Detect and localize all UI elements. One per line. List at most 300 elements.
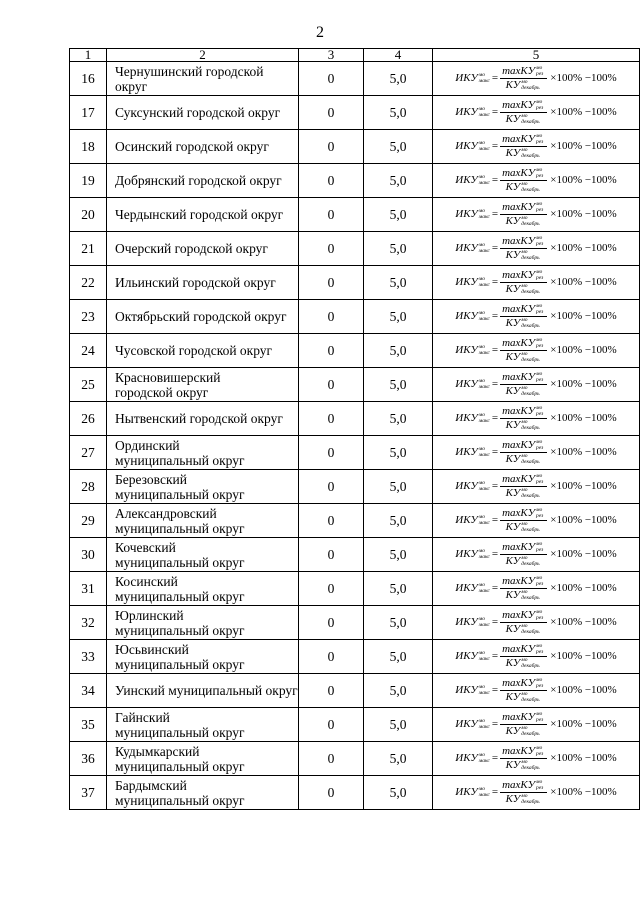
denominator-index bbox=[521, 590, 540, 601]
column-3-value-cell: 0 bbox=[299, 436, 364, 470]
formula-lhs-sub: макс bbox=[478, 655, 490, 662]
numerator-sub: рез bbox=[535, 750, 544, 757]
denominator-sub: декабрь bbox=[521, 628, 540, 635]
column-3-value-cell: 0 bbox=[299, 62, 364, 96]
formula-lhs: ИКУ bbox=[455, 174, 478, 186]
formula-lhs-sup: мо bbox=[478, 548, 486, 554]
fraction-denominator bbox=[506, 419, 542, 431]
numerator-sub: рез bbox=[535, 682, 544, 689]
municipality-name-cell: Чернушинский городской округ bbox=[107, 62, 299, 96]
table-row bbox=[70, 436, 640, 470]
denominator-sub: декабрь bbox=[521, 118, 540, 125]
column-4-value-cell: 5,0 bbox=[364, 402, 433, 436]
numerator-index bbox=[536, 236, 543, 247]
column-3-value-cell: 0 bbox=[299, 334, 364, 368]
fraction-denominator bbox=[506, 453, 542, 465]
formula-lhs: ИКУ bbox=[455, 446, 478, 458]
formula-fraction bbox=[500, 236, 547, 261]
column-3-value-cell: 0 bbox=[299, 368, 364, 402]
numerator-text: maxКУ bbox=[502, 133, 535, 145]
denominator-sup: мо bbox=[521, 453, 528, 459]
formula-lhs-index bbox=[479, 345, 490, 356]
denominator-sub: декабрь bbox=[521, 492, 540, 499]
numerator-index bbox=[536, 678, 543, 689]
numerator-text: maxКУ bbox=[502, 779, 535, 791]
row-number-cell: 19 bbox=[70, 164, 107, 198]
formula-fraction bbox=[500, 576, 547, 601]
formula-fraction bbox=[500, 542, 547, 567]
formula bbox=[433, 372, 639, 397]
formula-cell bbox=[433, 470, 640, 504]
formula-tail: ×100% −100% bbox=[550, 650, 617, 662]
equals-sign: = bbox=[491, 208, 499, 220]
formula-fraction bbox=[500, 270, 547, 295]
numerator-sup: мо bbox=[535, 235, 543, 241]
formula-cell bbox=[433, 504, 640, 538]
formula-lhs-index bbox=[479, 243, 490, 254]
formula-lhs: ИКУ bbox=[455, 684, 478, 696]
row-number-cell: 32 bbox=[70, 606, 107, 640]
denominator-index bbox=[521, 658, 540, 669]
denominator-sub: декабрь bbox=[521, 288, 540, 295]
table-row bbox=[70, 470, 640, 504]
table-row bbox=[70, 368, 640, 402]
formula-cell bbox=[433, 198, 640, 232]
table-row bbox=[70, 572, 640, 606]
table-row bbox=[70, 232, 640, 266]
table-row bbox=[70, 776, 640, 810]
formula-lhs-sub: макс bbox=[478, 77, 490, 84]
formula-lhs-index bbox=[479, 175, 490, 186]
formula bbox=[433, 270, 639, 295]
equals-sign: = bbox=[491, 276, 499, 288]
formula bbox=[433, 610, 639, 635]
formula bbox=[433, 678, 639, 703]
formula-cell bbox=[433, 334, 640, 368]
fraction-numerator bbox=[500, 168, 547, 181]
column-4-value-cell: 5,0 bbox=[364, 164, 433, 198]
municipality-name-cell: Чусовской городской округ bbox=[107, 334, 299, 368]
denominator-sub: декабрь bbox=[521, 526, 540, 533]
column-4-value-cell: 5,0 bbox=[364, 606, 433, 640]
numerator-sub: рез bbox=[535, 580, 544, 587]
denominator-text: КУ bbox=[505, 147, 521, 159]
formula-lhs-sub: макс bbox=[478, 281, 490, 288]
fraction-denominator bbox=[506, 147, 542, 159]
fraction-denominator bbox=[506, 759, 542, 771]
formula-lhs-sup: мо bbox=[478, 446, 486, 452]
formula-fraction bbox=[500, 202, 547, 227]
column-3-value-cell: 0 bbox=[299, 96, 364, 130]
municipality-name-cell: Суксунский городской округ bbox=[107, 96, 299, 130]
denominator-sub: декабрь bbox=[521, 662, 540, 669]
row-number-cell: 24 bbox=[70, 334, 107, 368]
denominator-index bbox=[521, 692, 540, 703]
fraction-denominator bbox=[506, 793, 542, 805]
formula-cell bbox=[433, 62, 640, 96]
formula-lhs-sub: макс bbox=[478, 349, 490, 356]
numerator-sub: рез bbox=[535, 614, 544, 621]
denominator-text: КУ bbox=[505, 215, 521, 227]
municipality-name-cell: Кочевский муниципальный округ bbox=[107, 538, 299, 572]
formula-lhs: ИКУ bbox=[455, 786, 478, 798]
numerator-index bbox=[536, 372, 543, 383]
formula bbox=[433, 304, 639, 329]
equals-sign: = bbox=[491, 752, 499, 764]
denominator-sub: декабрь bbox=[521, 696, 540, 703]
formula-lhs-sub: макс bbox=[478, 111, 490, 118]
formula-lhs: ИКУ bbox=[455, 616, 478, 628]
denominator-sub: декабрь bbox=[521, 560, 540, 567]
equals-sign: = bbox=[491, 242, 499, 254]
equals-sign: = bbox=[491, 616, 499, 628]
formula-cell bbox=[433, 776, 640, 810]
formula-lhs-sub: макс bbox=[478, 383, 490, 390]
fraction-denominator bbox=[506, 521, 542, 533]
formula-lhs-sup: мо bbox=[478, 106, 486, 112]
table-row bbox=[70, 402, 640, 436]
formula-lhs-index bbox=[479, 141, 490, 152]
denominator-index bbox=[521, 114, 540, 125]
formula-tail: ×100% −100% bbox=[550, 378, 617, 390]
denominator-index bbox=[521, 284, 540, 295]
denominator-sup: мо bbox=[521, 725, 528, 731]
column-3-value-cell: 0 bbox=[299, 538, 364, 572]
formula-lhs-index bbox=[479, 583, 490, 594]
denominator-index bbox=[521, 726, 540, 737]
denominator-index bbox=[521, 80, 540, 91]
column-4-value-cell: 5,0 bbox=[364, 334, 433, 368]
formula-tail: ×100% −100% bbox=[550, 106, 617, 118]
table-row bbox=[70, 164, 640, 198]
denominator-sup: мо bbox=[521, 521, 528, 527]
column-4-value-cell: 5,0 bbox=[364, 538, 433, 572]
row-number-cell: 29 bbox=[70, 504, 107, 538]
formula-lhs-index bbox=[479, 617, 490, 628]
denominator-text: КУ bbox=[505, 521, 521, 533]
fraction-numerator bbox=[500, 542, 547, 555]
denominator-sub: декабрь bbox=[521, 186, 540, 193]
column-4-value-cell: 5,0 bbox=[364, 504, 433, 538]
formula-cell bbox=[433, 436, 640, 470]
table-row bbox=[70, 674, 640, 708]
formula-fraction bbox=[500, 610, 547, 635]
numerator-text: maxКУ bbox=[502, 167, 535, 179]
fraction-numerator bbox=[500, 780, 547, 793]
table-row bbox=[70, 504, 640, 538]
municipality-name-cell: Юсьвинский муниципальный округ bbox=[107, 640, 299, 674]
formula-tail: ×100% −100% bbox=[550, 582, 617, 594]
numerator-sub: рез bbox=[535, 648, 544, 655]
formula-cell bbox=[433, 164, 640, 198]
denominator-text: КУ bbox=[505, 759, 521, 771]
denominator-index bbox=[521, 794, 540, 805]
formula-cell bbox=[433, 742, 640, 776]
municipality-name-cell: Чердынский городской округ bbox=[107, 198, 299, 232]
formula-lhs-index bbox=[479, 311, 490, 322]
formula-lhs-index bbox=[479, 753, 490, 764]
table-row bbox=[70, 300, 640, 334]
column-4-value-cell: 5,0 bbox=[364, 266, 433, 300]
column-4-value-cell: 5,0 bbox=[364, 674, 433, 708]
denominator-sub: декабрь bbox=[521, 730, 540, 737]
numerator-text: maxКУ bbox=[502, 609, 535, 621]
table-row bbox=[70, 198, 640, 232]
numerator-sub: рез bbox=[535, 784, 544, 791]
formula-lhs-sub: макс bbox=[478, 417, 490, 424]
numerator-sup: мо bbox=[535, 575, 543, 581]
denominator-sup: мо bbox=[521, 249, 528, 255]
column-4-value-cell: 5,0 bbox=[364, 368, 433, 402]
numerator-text: maxКУ bbox=[502, 541, 535, 553]
formula-lhs: ИКУ bbox=[455, 412, 478, 424]
formula bbox=[433, 746, 639, 771]
equals-sign: = bbox=[491, 378, 499, 390]
formula-tail: ×100% −100% bbox=[550, 276, 617, 288]
column-3-value-cell: 0 bbox=[299, 572, 364, 606]
column-3-value-cell: 0 bbox=[299, 504, 364, 538]
denominator-index bbox=[521, 556, 540, 567]
numerator-sup: мо bbox=[535, 541, 543, 547]
formula-lhs-index bbox=[479, 685, 490, 696]
numerator-sub: рез bbox=[535, 206, 544, 213]
equals-sign: = bbox=[491, 786, 499, 798]
numerator-sup: мо bbox=[535, 303, 543, 309]
numerator-sup: мо bbox=[535, 269, 543, 275]
formula-fraction bbox=[500, 508, 547, 533]
equals-sign: = bbox=[491, 684, 499, 696]
formula-tail: ×100% −100% bbox=[550, 548, 617, 560]
formula bbox=[433, 508, 639, 533]
row-number-cell: 21 bbox=[70, 232, 107, 266]
formula-lhs-sub: макс bbox=[478, 485, 490, 492]
row-number-cell: 37 bbox=[70, 776, 107, 810]
formula bbox=[433, 712, 639, 737]
numerator-sup: мо bbox=[535, 711, 543, 717]
formula-tail: ×100% −100% bbox=[550, 174, 617, 186]
equals-sign: = bbox=[491, 412, 499, 424]
numerator-sup: мо bbox=[535, 167, 543, 173]
formula-lhs-index bbox=[479, 651, 490, 662]
table-row bbox=[70, 640, 640, 674]
denominator-text: КУ bbox=[505, 623, 521, 635]
formula-cell bbox=[433, 368, 640, 402]
municipality-name-cell: Уинский муниципальный округ bbox=[107, 674, 299, 708]
municipality-name-cell: Березовский муниципальный округ bbox=[107, 470, 299, 504]
column-3-value-cell: 0 bbox=[299, 266, 364, 300]
formula bbox=[433, 474, 639, 499]
column-3-value-cell: 0 bbox=[299, 232, 364, 266]
numerator-sub: рез bbox=[535, 274, 544, 281]
row-number-cell: 18 bbox=[70, 130, 107, 164]
fraction-numerator bbox=[500, 576, 547, 589]
formula bbox=[433, 644, 639, 669]
numerator-index bbox=[536, 304, 543, 315]
formula-tail: ×100% −100% bbox=[550, 684, 617, 696]
equals-sign: = bbox=[491, 480, 499, 492]
denominator-sub: декабрь bbox=[521, 390, 540, 397]
equals-sign: = bbox=[491, 548, 499, 560]
column-3-value-cell: 0 bbox=[299, 300, 364, 334]
fraction-denominator bbox=[506, 487, 542, 499]
formula-fraction bbox=[500, 474, 547, 499]
formula-lhs-sup: мо bbox=[478, 140, 486, 146]
municipality-name-cell: Бардымский муниципальный округ bbox=[107, 776, 299, 810]
denominator-sup: мо bbox=[521, 657, 528, 663]
header-row bbox=[70, 49, 640, 62]
formula-tail: ×100% −100% bbox=[550, 310, 617, 322]
fraction-numerator bbox=[500, 338, 547, 351]
row-number-cell: 22 bbox=[70, 266, 107, 300]
municipality-name-cell: Косинский муниципальный округ bbox=[107, 572, 299, 606]
formula-tail: ×100% −100% bbox=[550, 616, 617, 628]
formula-lhs-sup: мо bbox=[478, 684, 486, 690]
table-row bbox=[70, 130, 640, 164]
formula-lhs: ИКУ bbox=[455, 378, 478, 390]
denominator-index bbox=[521, 182, 540, 193]
table-body bbox=[70, 62, 640, 810]
numerator-sup: мо bbox=[535, 745, 543, 751]
formula-lhs-sup: мо bbox=[478, 72, 486, 78]
formula-fraction bbox=[500, 678, 547, 703]
denominator-sup: мо bbox=[521, 419, 528, 425]
denominator-text: КУ bbox=[505, 181, 521, 193]
denominator-sup: мо bbox=[521, 555, 528, 561]
formula-tail: ×100% −100% bbox=[550, 344, 617, 356]
formula-lhs: ИКУ bbox=[455, 582, 478, 594]
fraction-denominator bbox=[506, 181, 542, 193]
row-number-cell: 34 bbox=[70, 674, 107, 708]
formula-lhs-sub: макс bbox=[478, 315, 490, 322]
fraction-numerator bbox=[500, 372, 547, 385]
numerator-text: maxКУ bbox=[502, 473, 535, 485]
formula-lhs: ИКУ bbox=[455, 72, 478, 84]
indicator-table bbox=[69, 48, 640, 810]
denominator-sub: декабрь bbox=[521, 84, 540, 91]
table-row bbox=[70, 708, 640, 742]
formula-fraction bbox=[500, 304, 547, 329]
denominator-index bbox=[521, 216, 540, 227]
fraction-numerator bbox=[500, 746, 547, 759]
row-number-cell: 33 bbox=[70, 640, 107, 674]
formula-lhs-sup: мо bbox=[478, 786, 486, 792]
municipality-name-cell: Осинский городской округ bbox=[107, 130, 299, 164]
formula-fraction bbox=[500, 100, 547, 125]
formula-fraction bbox=[500, 440, 547, 465]
numerator-index bbox=[536, 406, 543, 417]
column-header: 3 bbox=[299, 49, 364, 62]
numerator-text: maxКУ bbox=[502, 235, 535, 247]
formula bbox=[433, 780, 639, 805]
table-row bbox=[70, 62, 640, 96]
table-row bbox=[70, 96, 640, 130]
numerator-sup: мо bbox=[535, 507, 543, 513]
formula-lhs-index bbox=[479, 413, 490, 424]
formula-lhs: ИКУ bbox=[455, 548, 478, 560]
formula-lhs-sub: макс bbox=[478, 213, 490, 220]
formula-lhs-sup: мо bbox=[478, 378, 486, 384]
denominator-sup: мо bbox=[521, 79, 528, 85]
formula-lhs: ИКУ bbox=[455, 718, 478, 730]
fraction-numerator bbox=[500, 202, 547, 215]
denominator-sub: декабрь bbox=[521, 764, 540, 771]
column-3-value-cell: 0 bbox=[299, 130, 364, 164]
formula-fraction bbox=[500, 746, 547, 771]
numerator-sub: рез bbox=[535, 546, 544, 553]
fraction-denominator bbox=[506, 385, 542, 397]
formula-lhs-index bbox=[479, 73, 490, 84]
numerator-sup: мо bbox=[535, 337, 543, 343]
row-number-cell: 16 bbox=[70, 62, 107, 96]
numerator-sub: рез bbox=[535, 138, 544, 145]
denominator-sub: декабрь bbox=[521, 594, 540, 601]
formula-lhs-index bbox=[479, 787, 490, 798]
municipality-name-cell: Александровский муниципальный округ bbox=[107, 504, 299, 538]
formula-lhs-sub: макс bbox=[478, 723, 490, 730]
formula-cell bbox=[433, 300, 640, 334]
formula-lhs-sup: мо bbox=[478, 650, 486, 656]
numerator-sub: рез bbox=[535, 240, 544, 247]
formula-lhs-sup: мо bbox=[478, 718, 486, 724]
fraction-numerator bbox=[500, 270, 547, 283]
numerator-index bbox=[536, 66, 543, 77]
formula-cell bbox=[433, 130, 640, 164]
column-4-value-cell: 5,0 bbox=[364, 130, 433, 164]
formula-lhs-sup: мо bbox=[478, 616, 486, 622]
denominator-sub: декабрь bbox=[521, 458, 540, 465]
equals-sign: = bbox=[491, 72, 499, 84]
column-3-value-cell: 0 bbox=[299, 776, 364, 810]
table-row bbox=[70, 334, 640, 368]
formula-lhs-sup: мо bbox=[478, 276, 486, 282]
column-4-value-cell: 5,0 bbox=[364, 436, 433, 470]
formula bbox=[433, 168, 639, 193]
numerator-index bbox=[536, 712, 543, 723]
denominator-index bbox=[521, 318, 540, 329]
formula-lhs-sub: макс bbox=[478, 519, 490, 526]
formula-fraction bbox=[500, 644, 547, 669]
formula-lhs-index bbox=[479, 515, 490, 526]
formula-lhs: ИКУ bbox=[455, 208, 478, 220]
equals-sign: = bbox=[491, 140, 499, 152]
numerator-text: maxКУ bbox=[502, 201, 535, 213]
formula-lhs-index bbox=[479, 379, 490, 390]
formula-lhs-sup: мо bbox=[478, 208, 486, 214]
formula-lhs-index bbox=[479, 549, 490, 560]
fraction-denominator bbox=[506, 623, 542, 635]
denominator-text: КУ bbox=[505, 79, 521, 91]
fraction-denominator bbox=[506, 113, 542, 125]
formula-lhs-index bbox=[479, 107, 490, 118]
numerator-index bbox=[536, 440, 543, 451]
row-number-cell: 35 bbox=[70, 708, 107, 742]
municipality-name-cell: Нытвенский городской округ bbox=[107, 402, 299, 436]
formula-lhs: ИКУ bbox=[455, 650, 478, 662]
numerator-sub: рез bbox=[535, 172, 544, 179]
denominator-sub: декабрь bbox=[521, 322, 540, 329]
numerator-text: maxКУ bbox=[502, 337, 535, 349]
numerator-index bbox=[536, 338, 543, 349]
numerator-index bbox=[536, 576, 543, 587]
formula-cell bbox=[433, 402, 640, 436]
numerator-text: maxКУ bbox=[502, 439, 535, 451]
formula-cell bbox=[433, 232, 640, 266]
numerator-sub: рез bbox=[535, 444, 544, 451]
numerator-text: maxКУ bbox=[502, 711, 535, 723]
formula bbox=[433, 100, 639, 125]
denominator-sup: мо bbox=[521, 147, 528, 153]
denominator-sup: мо bbox=[521, 113, 528, 119]
